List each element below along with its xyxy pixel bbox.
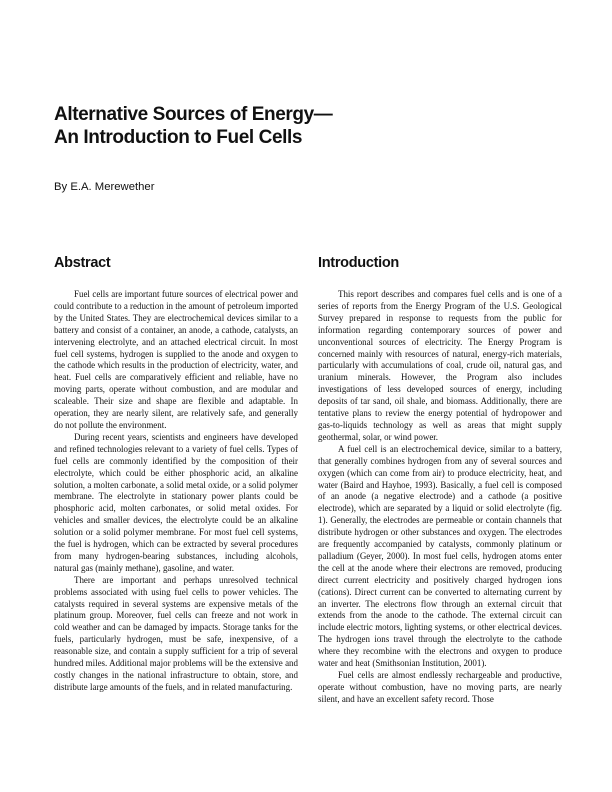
abstract-paragraph-1: Fuel cells are important future sources of electrical power and could contribute to a reduction in the amount of petroleum imported by the United States. They are electrochemical devices similar to a battery and consist of a container, an anode, a cathode, catalysts, an intervening electrolyte, and an attached electrical circuit. In most fuel cell systems, hydrogen is supplied to the anode and oxygen to the cathode which results in the production of electricity, water, and heat. Fuel cells are comparatively efficient and reliable, have no moving parts, operate without combustion, and are modular and scaleable. Their size and shape are flexible and adaptable. In operation, they are nearly silent, are relatively safe, and generally do not pollute the environment. bbox=[54, 289, 298, 430]
author-byline: By E.A. Merewether bbox=[54, 181, 155, 193]
page-title bbox=[54, 103, 574, 149]
title-line-1: Alternative Sources of Energy— bbox=[54, 104, 333, 125]
abstract-paragraph-2: During recent years, scientists and engineers have developed and refined technologies relevant to a variety of fuel cells. Types of fuel cells are commonly identified by the composition of their electrolyte, which could be either phosphoric acid, an alkaline solution, a molten carbonate, a solid metal oxide, or a solid polymer membrane. The electrolyte in stationary power plants could be phosphoric acid, molten carbonates, or solid metal oxides. For vehicles and smaller devices, the electrolyte could be an alkaline solution or a solid polymer membrane. For most fuel cell systems, the fuel is hydrogen, which can be extracted by several procedures from many hydrogen-bearing substances, including alcohols, natural gas (mainly methane), gasoline, and water. bbox=[54, 431, 298, 573]
abstract-paragraph-3: There are important and perhaps unresolved technical problems associated with using fuel cells to power vehicles. The catalysts required in several systems are expensive metals of the platinum group. Moreover, fuel cells can freeze and not work in cold weather and can be damaged by impacts. Storage tanks for the fuels, particularly hydrogen, must be safe, inexpensive, of a reasonable size, and contain a supply sufficient for a trip of several hundred miles. Additional major problems will be the extensive and costly changes in the national infrastructure to obtain, store, and distribute large amounts of the fuels, and in related manufacturing. bbox=[54, 574, 298, 692]
introduction-heading: Introduction bbox=[318, 255, 399, 271]
introduction-paragraph-3: Fuel cells are almost endlessly rechargeable and productive, operate without combustion, have no moving parts, are nearly silent, and have an excellent safety record. Those bbox=[318, 670, 562, 704]
abstract-section bbox=[54, 255, 298, 694]
introduction-paragraph-2: A fuel cell is an electrochemical device, similar to a battery, that generally combines hydrogen from any of several sources and oxygen (which can come from air) to produce electricity, heat, and water (Baird and Hayhoe, 1993). Basically, a fuel cell is composed of an anode (a negative electrode) and a cathode (a positive electrode), which are separated by a liquid or solid electrolyte (fig. 1). Generally, the electrodes are permeable or contain channels that distribute hydrogen or other substances and oxygen. The electrodes are frequently accompanied by catalysts, commonly platinum or palladium (Geyer, 2000). In most fuel cells, hydrogen atoms enter the cell at the anode where their electrons are removed, producing direct current electricity and positively charged hydrogen ions (cations). Direct current can be converted to alternating current by an inverter. The electrons flow through an external circuit that extends from the anode to the cathode. The external circuit can include electric motors, lighting systems, or other electrical devices. The hydrogen ions travel through the electrolyte to the cathode where they recombine with the electrons and oxygen to produce water and heat (Smithsonian Institution, 2001). bbox=[318, 443, 562, 669]
introduction-paragraph-1: This report describes and compares fuel cells and is one of a series of reports from the Energy Program of the U.S. Geological Survey prepared in response to requests from the public for information regarding contemporary sources of power and unconventional sources of electricity. The Energy Program is concerned mainly with resources of natural, energy-rich materials, particularly with accumulations of coal, crude oil, natural gas, and uranium minerals. However, the Program also includes investigations of less developed sources of energy, including deposits of tar sand, oil shale, and biomass. Additionally, there are tentative plans to review the energy potential of hydropower and gas-to-liquids technology as well as areas that might supply geothermal, solar, or wind power. bbox=[318, 289, 562, 442]
introduction-section bbox=[318, 255, 562, 706]
title-line-2: An Introduction to Fuel Cells bbox=[54, 127, 303, 148]
abstract-heading: Abstract bbox=[54, 255, 111, 271]
